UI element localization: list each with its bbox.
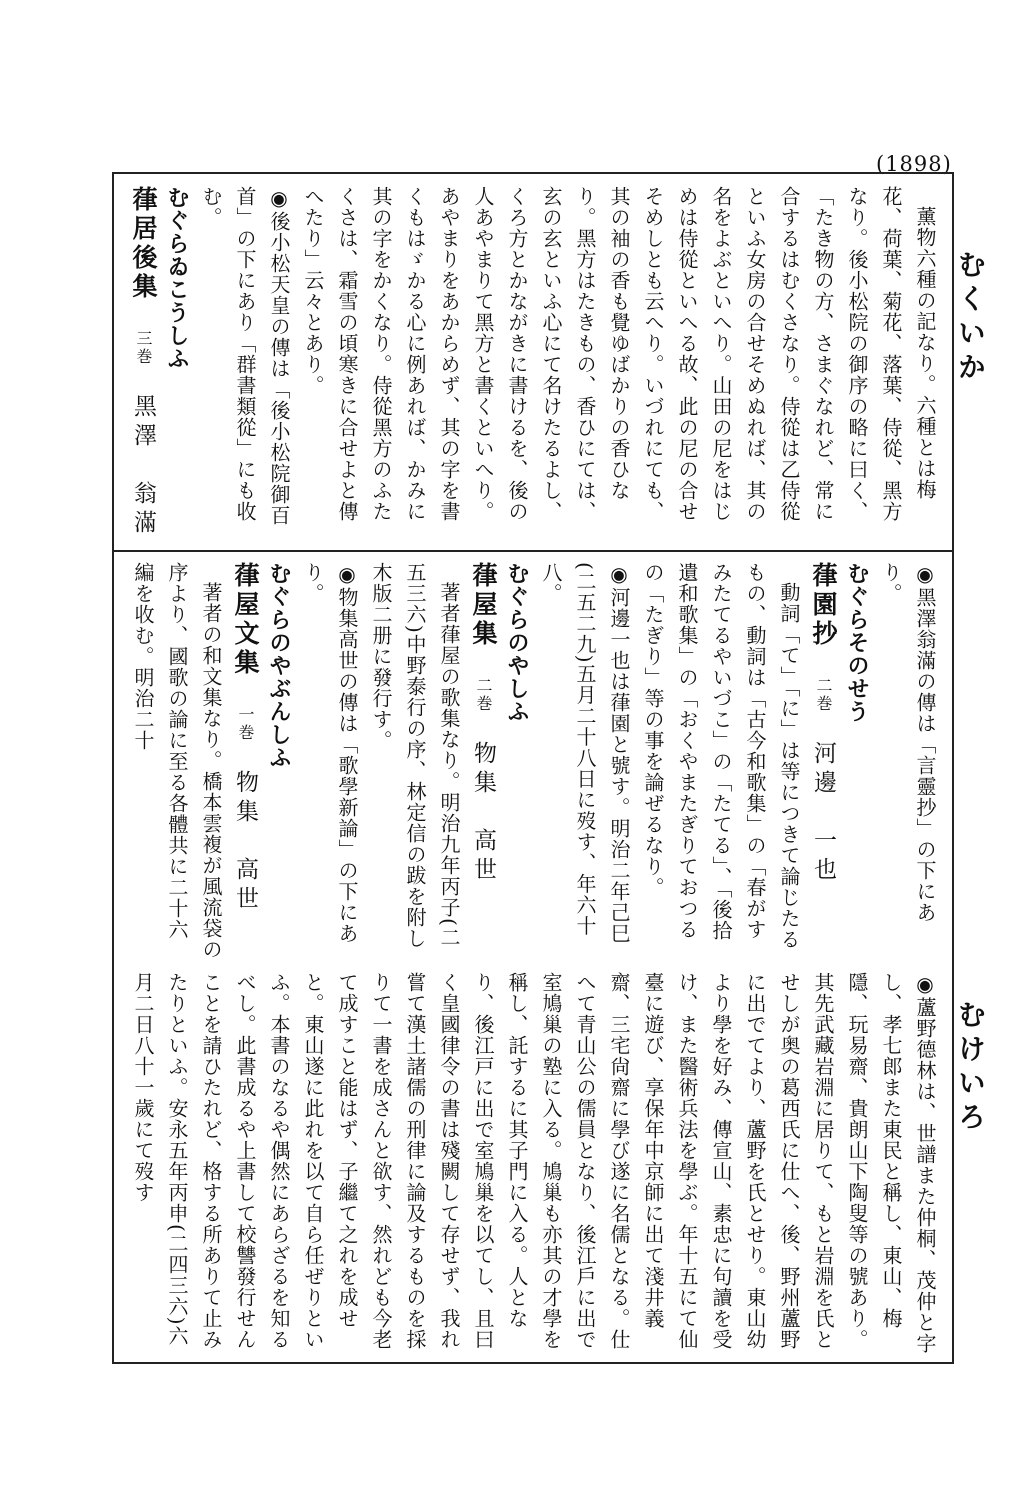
page-number: (1898) xyxy=(876,152,952,176)
entry-volumes: 二巻 xyxy=(474,677,493,713)
entry-body: 著者葎屋の歌集なり。明治九年丙子(二五三六)中野泰行の序、林定信の跋を附し木版二册に發行す。 xyxy=(369,562,461,949)
entry-title: 葎居後集 xyxy=(129,186,158,302)
entry-title: 葎園抄 xyxy=(809,562,838,649)
entry-author: 物集 高世 xyxy=(470,741,496,886)
section-lower-left xyxy=(126,972,940,1354)
entry-note: ◉後小松天皇の傳は「後小松院御百首」の下にあり「群書類從」にも收む。 xyxy=(199,186,291,526)
entry-volumes: 三巻 xyxy=(134,330,153,366)
entry-body: 動詞「て」「に」は等につきて論じたるもの、動詞は「古今和歌集」の「春がすみたてるやいづこ」の「たてる」、「後拾遺和歌集」の「おくやまたぎりておつるの「たぎり」等の事を論ぜるなり。 xyxy=(641,562,801,950)
tier-divider xyxy=(112,550,954,552)
entry-note: ◉物集高世の傳は「歌學新論」の下にあり。 xyxy=(301,562,359,944)
entry-body: 薰物六種の記なり。六種とは梅花、荷葉、菊花、落葉、侍從、黑方なり。後小松院の御序の略に曰く、「たき物の方、さまぐなれど、常に合するはむくさなり。侍從は乙侍從といふ女房の合せそめぬれば、其の名をよぶといへり。山田の尼をはじめは侍從といへる故、此の尼の合せそめしとも云へり。いづれにても、其の袖の香も覺ゆばかりの香ひなり。黑方はたきもの、香ひにては、玄の玄といふ心にて名けたるよし、くろ方とかながきに書けるを、後の人あやまりて黑方と書くといへり。あやまりをあからめず、其の字を書くもはゞかる心に例あれば、かみに其の字をかくなり。侍從黑方のふたくさは、霜雪の頃寒きに合せよと傳へたり」云々とあり。 xyxy=(301,186,937,522)
section-columns xyxy=(126,186,940,540)
running-head-lower: むけいろ xyxy=(954,1000,987,1136)
entry-author: 河邊 一也 xyxy=(810,741,836,886)
entry-reading: むぐらのやぶんしふ xyxy=(266,562,292,769)
entry-title-row xyxy=(228,562,262,960)
entry-reading: むぐらそのせう xyxy=(844,562,870,723)
entry-volumes: 二巻 xyxy=(814,677,833,713)
section-columns xyxy=(126,562,940,960)
section-lower-right xyxy=(126,562,940,960)
entry-author: 物集 高世 xyxy=(232,770,258,915)
entry-title: 葎屋集 xyxy=(469,562,498,649)
entry-title-row xyxy=(126,186,160,540)
entry-volumes: 一巻 xyxy=(236,706,255,742)
section-upper-right xyxy=(126,186,940,540)
entry-title-row xyxy=(466,562,500,960)
running-head-upper: むくいか xyxy=(954,250,987,386)
entry-body: 著者の和文集なり。橋本雲複が風流袋の序より、國歌の論に至る各體共に二十六編を收む。明治二十 xyxy=(131,562,223,960)
entry-note: ◉河邊一也は葎園と號す。明治二年己巳(二五二九)五月二十八日に歿す、年六十八。 xyxy=(539,562,631,944)
entry-author: 黑澤 翁滿 xyxy=(130,394,156,539)
entry-note: ◉黑澤翁滿の傳は「言靈抄」の下にあり。 xyxy=(879,562,937,923)
entry-note: ◉蘆野德林は、世譜また仲桐、茂仲と字し、孝七郎また東民と稱し、東山、梅隱、玩易齋、貴朗山下陶叟等の號あり。其先武藏岩淵に居りて、もと岩淵を氏とせしが奥の葛西氏に仕へ、後、野州蘆野に出でてより、蘆野を氏とせり。東山幼より學を好み、傳宣山、素忠に句讀を受け、また醫術兵法を學ぶ。年十五にて仙臺に遊び、享保年中京師に出て淺井義齋、三宅尙齋に學び遂に名儒となる。仕へて青山公の儒員となり、後江戶に出で室鳩巢の塾に入る。鳩巢も亦其の才學を稱し、託するに其子門に入る。人となり、後江戸に出で室鳩巢を以てし、且曰く皇國律令の書は殘闕して存せず、我れ嘗て漢土諸儒の刑律に論及するものを採りて一書を成さんと欲す、然れども今老て成すこと能はず、子繼て之れを成せと。東山遂に此れを以て自ら任ぜりといふ。本書のなるや偶然にあらざるを知るべし。此書成るや上書して校讐發行せんことを請ひたれど、格する所ありて止みたりといふ。安永五年丙申(二四三六)六月二日八十一歲にて歿す xyxy=(131,972,937,1354)
section-columns xyxy=(126,972,940,1354)
entry-title: 葎屋文集 xyxy=(231,562,260,678)
entry-title-row xyxy=(806,562,840,960)
entry-reading: むぐらゐこうしふ xyxy=(164,186,190,370)
entry-reading: むぐらのやしふ xyxy=(504,562,530,723)
